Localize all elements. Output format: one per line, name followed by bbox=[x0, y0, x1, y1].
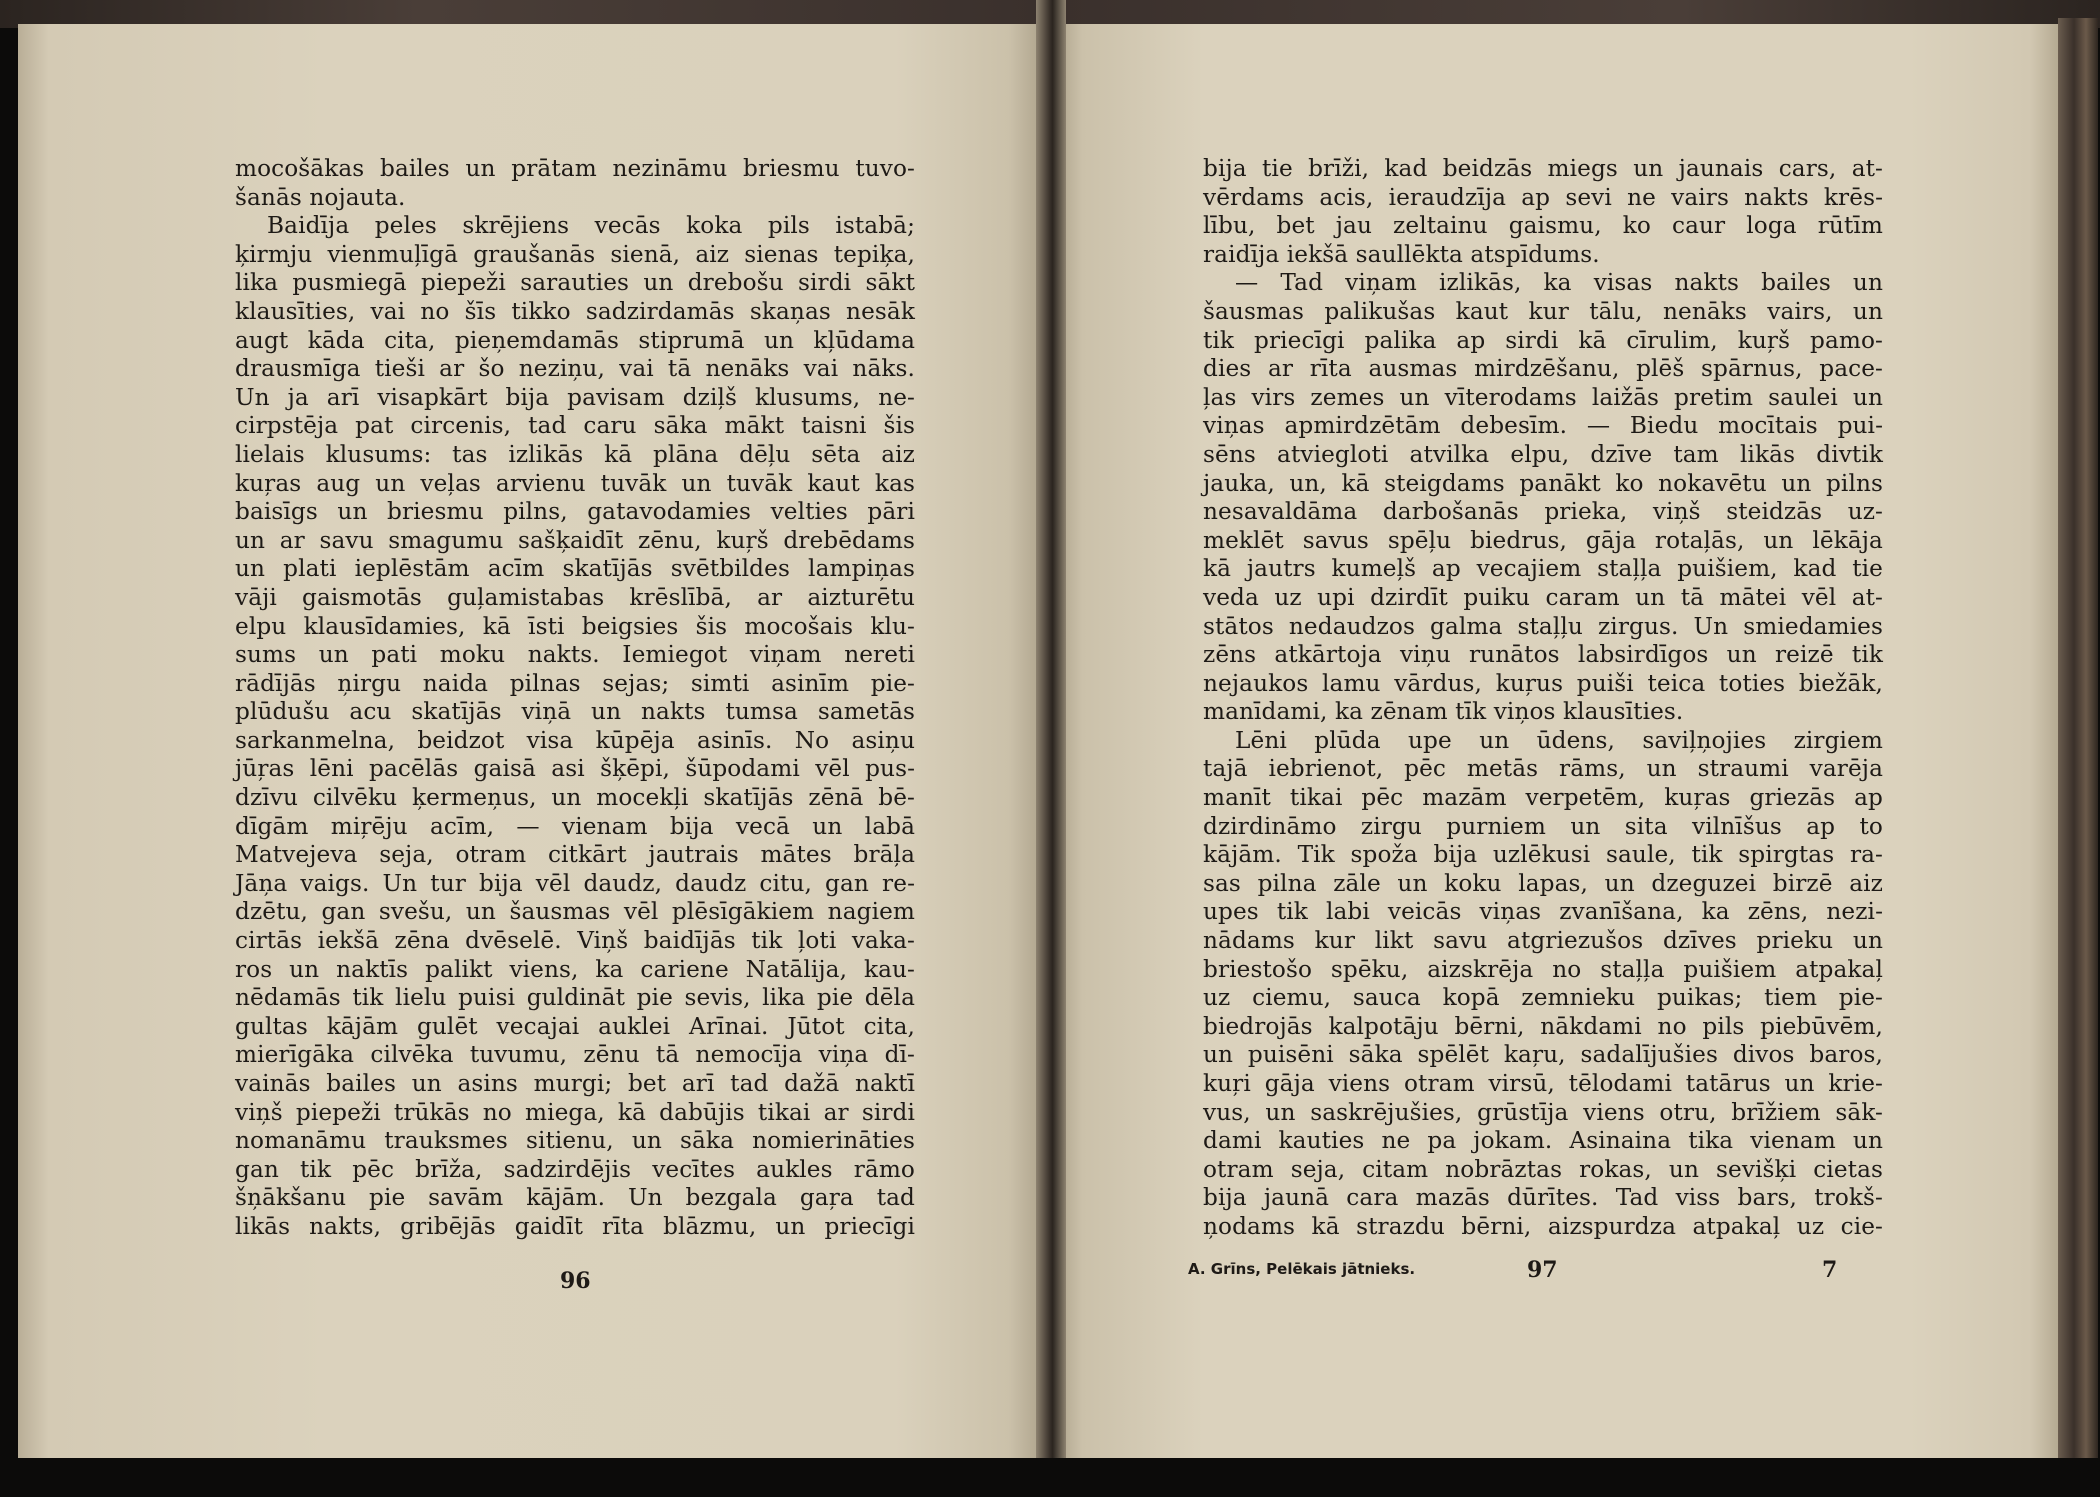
text-line: klausīties, vai no šīs tikko sadzirdamās skaņas nesāk bbox=[235, 297, 915, 325]
text-line: nesavaldāma darbošanās prieka, viņš steidzās uz- bbox=[1203, 498, 1883, 526]
text-line: vus, un saskrējušies, grūstīja viens otru, brīžiem sāk- bbox=[1203, 1098, 1883, 1126]
text-line: mocošākas bailes un prātam nezināmu briesmu tuvo- bbox=[235, 155, 915, 182]
text-line: dzirdināmo zirgu purniem un sita vilnīšus ap to bbox=[1203, 812, 1883, 840]
text-line: ļas virs zemes un vīterodams laižās pretim saulei un bbox=[1203, 383, 1883, 411]
text-line: biedrojās kalpotāju bērni, nākdami no pils piebūvēm, bbox=[1203, 1012, 1883, 1040]
text-line: kā jautrs kumeļš ap vecajiem staļļa puišiem, kad tie bbox=[1203, 555, 1883, 583]
page-edge-right bbox=[2058, 18, 2098, 1468]
text-line: kuŗas aug un veļas arvienu tuvāk un tuvāk kaut kas bbox=[235, 469, 915, 497]
text-line: bija tie brīži, kad beidzās miegs un jaunais cars, at- bbox=[1203, 155, 1883, 182]
text-line: vērdams acis, ieraudzīja ap sevi ne vairs nakts krēs- bbox=[1203, 183, 1883, 211]
text-line: augt kāda cita, pieņemdamās stiprumā un kļūdama bbox=[235, 326, 915, 354]
text-line: dies ar rīta ausmas mirdzēšanu, plēš spārnus, pace- bbox=[1203, 355, 1883, 383]
text-line: cirpstēja pat circenis, tad caru sāka mākt taisni šis bbox=[235, 412, 915, 440]
text-line: elpu klausīdamies, kā īsti beigsies šis mocošais klu- bbox=[235, 612, 915, 640]
text-line: Baidīja peles skrējiens vecās koka pils istabā; bbox=[267, 212, 915, 240]
text-line: zēns atkārtoja viņu runātos labsirdīgos un reizē tik bbox=[1203, 641, 1883, 669]
text-line: ros un naktīs palikt viens, ka cariene Natālija, kau- bbox=[235, 955, 915, 983]
text-line: dzīvu cilvēku ķermeņus, un mocekļi skatījās zēnā bē- bbox=[235, 784, 915, 812]
text-line: upes tik labi veicās viņas zvanīšana, ka zēns, nezi- bbox=[1203, 898, 1883, 926]
text-line: sums un pati moku nakts. Iemiegot viņam nereti bbox=[235, 641, 915, 669]
text-line: šņākšanu pie savām kājām. Un bezgala gaŗa tad bbox=[235, 1184, 915, 1212]
left-page-number: 96 bbox=[560, 1268, 591, 1294]
right-page-number: 97 bbox=[1527, 1257, 1558, 1283]
text-line: dami kauties ne pa jokam. Asinaina tika vienam un bbox=[1203, 1127, 1883, 1155]
text-line: drausmīga tieši ar šo neziņu, vai tā nenāks vai nāks. bbox=[235, 355, 915, 383]
text-line: nomanāmu trauksmes sitienu, un sāka nomierināties bbox=[235, 1127, 915, 1155]
text-line: otram seja, citam nobrāztas rokas, un sevišķi cietas bbox=[1203, 1155, 1883, 1183]
text-line: tajā iebrienot, pēc metās rāms, un straumi varēja bbox=[1203, 755, 1883, 783]
text-line: briestošo spēku, aizskrēja no staļļa puišiem atpakaļ bbox=[1203, 955, 1883, 983]
text-line: ķirmju vienmuļīgā graušanās sienā, aiz sienas tepiķa, bbox=[235, 240, 915, 268]
text-line: dzētu, gan svešu, un šausmas vēl plēsīgākiem nagiem bbox=[235, 898, 915, 926]
left-page-text bbox=[235, 155, 915, 1242]
text-line: lielais klusums: tas izlikās kā plāna dēļu sēta aiz bbox=[235, 440, 915, 468]
text-line: Lēni plūda upe un ūdens, saviļņojies zirgiem bbox=[1235, 726, 1883, 754]
text-line: tik priecīgi palika ap sirdi kā cīrulim, kuŗš pamo- bbox=[1203, 326, 1883, 354]
text-line: jauka, un, kā steigdams panākt ko nokavētu un pilns bbox=[1203, 469, 1883, 497]
text-line: manīdami, ka zēnam tīk viņos klausīties. bbox=[1203, 698, 1684, 726]
text-line: ņodams kā strazdu bērni, aizspurdza atpakaļ uz cie- bbox=[1203, 1212, 1883, 1240]
text-line: nādams kur likt savu atgriezušos dzīves prieku un bbox=[1203, 927, 1883, 955]
text-line: sas pilna zāle un koku lapas, un dzeguzei birzē aiz bbox=[1203, 869, 1883, 897]
text-line: nēdamās tik lielu puisi guldināt pie sevis, lika pie dēla bbox=[235, 984, 915, 1012]
text-line: lika pusmiegā piepeži sarauties un drebošu sirdi sākt bbox=[235, 269, 915, 297]
text-line: plūdušu acu skatījās viņā un nakts tumsa sametās bbox=[235, 698, 915, 726]
text-line: rādījās ņirgu naida pilnas sejas; simti asinīm pie- bbox=[235, 669, 915, 697]
text-line: vāji gaismotās guļamistabas krēslībā, ar aizturētu bbox=[235, 583, 915, 611]
text-line: stātos nedaudzos galma staļļu zirgus. Un smiedamies bbox=[1203, 612, 1883, 640]
text-line: baisīgs un briesmu pilns, gatavodamies velties pāri bbox=[235, 498, 915, 526]
text-line: manīt tikai pēc mazām verpetēm, kuŗas griezās ap bbox=[1203, 784, 1883, 812]
text-line: raidīja iekšā saullēkta atspīdums. bbox=[1203, 240, 1600, 268]
text-line: meklēt savus spēļu biedrus, gāja rotaļās, un lēkāja bbox=[1203, 526, 1883, 554]
text-line: un plati ieplēstām acīm skatījās svētbildes lampiņas bbox=[235, 555, 915, 583]
text-line: likās nakts, gribējās gaidīt rīta blāzmu, un priecīgi bbox=[235, 1212, 915, 1240]
text-line: bija jaunā cara mazās dūrītes. Tad viss bars, trokš- bbox=[1203, 1184, 1883, 1212]
text-line: Un ja arī visapkārt bija pavisam dziļš klusums, ne- bbox=[235, 383, 915, 411]
text-line: šausmas palikušas kaut kur tālu, nenāks vairs, un bbox=[1203, 297, 1883, 325]
text-line: un ar savu smagumu sašķaidīt zēnu, kuŗš drebēdams bbox=[235, 526, 915, 554]
text-line: cirtās iekšā zēna dvēselē. Viņš baidījās tik ļoti vaka- bbox=[235, 927, 915, 955]
signature-number: 7 bbox=[1822, 1257, 1838, 1283]
text-line: mierīgāka cilvēka tuvumu, zēnu tā nemocīja viņa dī- bbox=[235, 1041, 915, 1069]
text-line: nejaukos lamu vārdus, kuŗus puiši teica toties biežāk, bbox=[1203, 669, 1883, 697]
text-line: gan tik pēc brīža, sadzirdējis vecītes aukles rāmo bbox=[235, 1155, 915, 1183]
text-line: Jāņa vaigs. Un tur bija vēl daudz, daudz citu, gan re- bbox=[235, 869, 915, 897]
signature-mark: A. Grīns, Pelēkais jātnieks. bbox=[1188, 1260, 1416, 1278]
text-line: uz ciemu, sauca kopā zemnieku puikas; tiem pie- bbox=[1203, 984, 1883, 1012]
text-line: sēns atviegloti atvilka elpu, dzīve tam likās divtik bbox=[1203, 440, 1883, 468]
right-page-text bbox=[1203, 155, 1883, 1242]
text-line: sarkanmelna, beidzot visa kūpēja asinīs. No asiņu bbox=[235, 726, 915, 754]
text-line: gultas kājām gulēt vecajai auklei Arīnai. Jūtot cita, bbox=[235, 1012, 915, 1040]
text-line: Matvejeva seja, otram citkārt jautrais mātes brāļa bbox=[235, 841, 915, 869]
text-line: šanās nojauta. bbox=[235, 183, 406, 211]
text-line: — Tad viņam izlikās, ka visas nakts bailes un bbox=[1235, 269, 1883, 297]
text-line: veda uz upi dzirdīt puiku caram un tā mātei vēl at- bbox=[1203, 583, 1883, 611]
text-line: kuŗi gāja viens otram virsū, tēlodami tatārus un krie- bbox=[1203, 1070, 1883, 1097]
text-line: viņš piepeži trūkās no miega, kā dabūjis tikai ar sirdi bbox=[235, 1098, 915, 1126]
text-line: viņas apmirdzētām debesīm. — Biedu mocītais pui- bbox=[1203, 412, 1883, 440]
text-line: un puisēni sāka spēlēt kaŗu, sadalījušies divos baros, bbox=[1203, 1041, 1883, 1069]
text-line: lību, bet jau zeltainu gaismu, ko caur loga rūtīm bbox=[1203, 212, 1883, 240]
text-line: vainās bailes un asins murgi; bet arī tad dažā naktī bbox=[235, 1070, 915, 1097]
text-line: dīgām miŗēju acīm, — vienam bija vecā un labā bbox=[235, 812, 915, 840]
text-line: kājām. Tik spoža bija uzlēkusi saule, tik spirgtas ra- bbox=[1203, 841, 1883, 869]
book-gutter bbox=[1036, 0, 1066, 1460]
bottom-background bbox=[0, 1458, 2100, 1497]
text-line: jūŗas lēni pacēlās gaisā asi šķēpi, šūpodami vēl pus- bbox=[235, 755, 915, 783]
